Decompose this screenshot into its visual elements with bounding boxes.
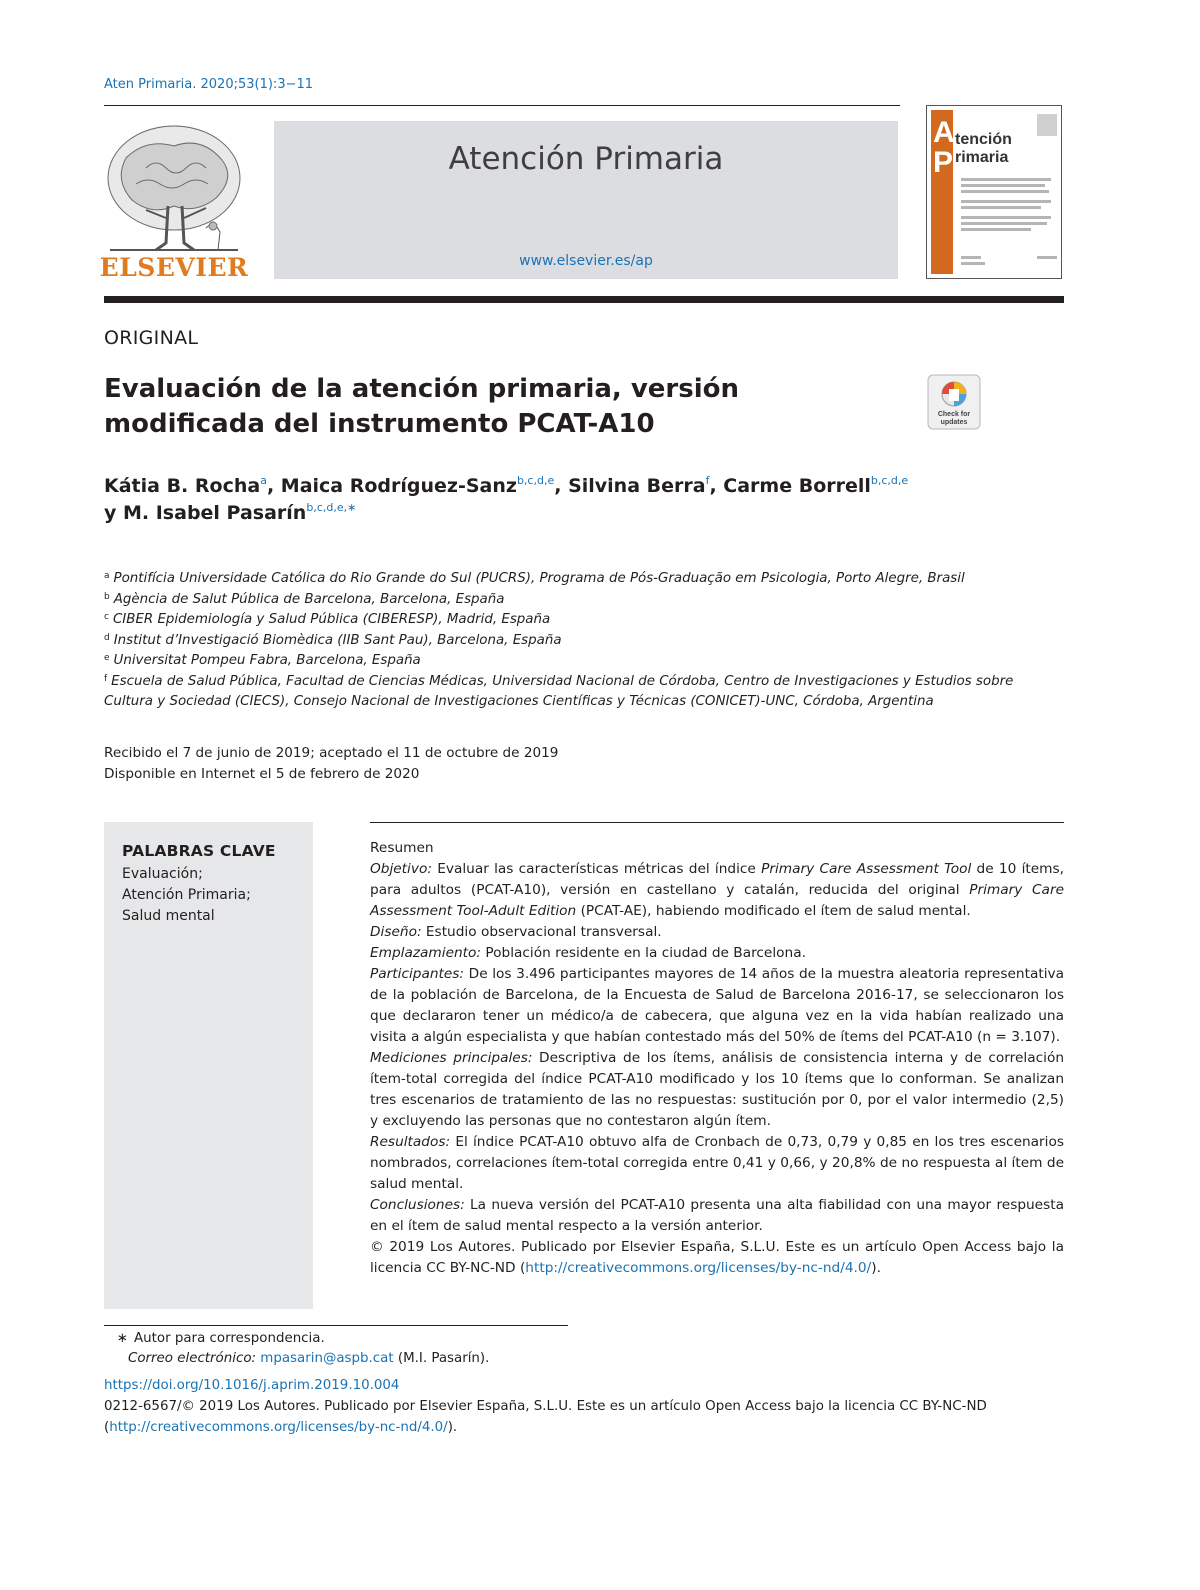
copyright-text: 0212-6567/© 2019 Los Autores. Publicado por Elsevier España, S.L.U. Este es un artículo Open Access bajo la licencia CC BY-NC-ND ( xyxy=(104,1399,987,1435)
author-separator: , xyxy=(709,475,724,497)
affiliation-key: d xyxy=(104,632,110,643)
article-type-label: ORIGINAL xyxy=(104,327,199,349)
abstract-objetivo xyxy=(370,859,1064,922)
header-rule xyxy=(104,105,900,106)
mediciones-text: Descriptiva de los ítems, análisis de consistencia interna y de correlación ítem-total corregida del índice PCAT-A10 modificado y los 10 ítems que lo conforman. Se analizan tres escenarios de tratamiento de las no respuestas: sustitución por 0, por el valor intermedio (2,5) y excluyendo las personas que no contestaron algún ítem. xyxy=(370,1050,1064,1129)
cover-title-line1: tención xyxy=(955,131,1012,148)
emplazamiento-label: Emplazamiento: xyxy=(370,945,482,961)
crossmark-label-line1: Check for xyxy=(937,411,971,418)
license-link[interactable]: http://creativecommons.org/licenses/by-nc-nd/4.0/ xyxy=(525,1260,872,1276)
conclusiones-label: Conclusiones: xyxy=(370,1197,465,1213)
author-separator: , xyxy=(554,475,569,497)
footnote-email-line xyxy=(104,1349,489,1369)
affiliation-text: Escuela de Salud Pública, Facultad de Ciencias Médicas, Universidad Nacional de Córdoba, Centro de Investigaciones y Estudios sobre Cultura y Sociedad (CIECS), Consejo Nacional de Investigaciones Científicas y Técnicas (CONICET)-UNC, Córdoba, Argentina xyxy=(104,673,1014,709)
author-affiliation-marks[interactable]: b,c,d,e xyxy=(870,474,909,487)
resultados-label: Resultados: xyxy=(370,1134,451,1150)
objetivo-italic-term: Primary Care Assessment Tool xyxy=(761,861,972,877)
keyword-item: Atención Primaria; xyxy=(122,887,251,903)
author-separator: , xyxy=(266,475,281,497)
email-suffix: (M.I. Pasarín). xyxy=(393,1351,490,1366)
author-name: Kátia B. Rocha xyxy=(104,475,261,497)
affiliation-key: f xyxy=(104,673,108,684)
affiliation-item xyxy=(104,569,1064,590)
author-affiliation-marks[interactable]: a xyxy=(260,474,267,487)
cover-image xyxy=(927,106,1061,278)
journal-cover-thumbnail xyxy=(926,105,1062,279)
keyword-item: Evaluación; xyxy=(122,866,203,882)
affiliation-item xyxy=(104,590,1064,611)
footnote-text: Autor para correspondencia. xyxy=(134,1331,325,1346)
diseno-text: Estudio observacional transversal. xyxy=(421,924,662,940)
affiliation-text: Institut d’Investigació Biomèdica (IIB Sant Pau), Barcelona, España xyxy=(113,632,562,648)
abstract-heading: Resumen xyxy=(370,840,434,856)
objetivo-label: Objetivo: xyxy=(370,861,432,877)
email-label: Correo electrónico: xyxy=(128,1351,257,1366)
participantes-label: Participantes: xyxy=(370,966,465,982)
objetivo-text: Evaluar las características métricas del índice xyxy=(431,861,762,877)
affiliation-item xyxy=(104,610,1064,631)
author-list xyxy=(104,473,1064,527)
author-affiliation-marks[interactable]: b,c,d,e xyxy=(516,474,555,487)
affiliation-item xyxy=(104,631,1064,652)
affiliation-list xyxy=(104,569,1064,713)
affiliation-text: CIBER Epidemiología y Salud Pública (CIBERESP), Madrid, España xyxy=(112,612,551,627)
abstract-diseno xyxy=(370,922,1064,943)
cover-initial-p: P xyxy=(933,146,954,179)
copyright-line xyxy=(104,1396,1064,1438)
author-name: Silvina Berra xyxy=(568,475,706,497)
objetivo-text: de 10 ítems, para adultos (PCAT-A10), versión en castellano y catalán, reducida del original xyxy=(370,861,1064,898)
mediciones-label: Mediciones principales: xyxy=(370,1050,533,1066)
copyright-license-link[interactable]: http://creativecommons.org/licenses/by-nc-nd/4.0/ xyxy=(109,1420,448,1435)
abstract-rule xyxy=(370,822,1064,823)
emplazamiento-text: Población residente en la ciudad de Barcelona. xyxy=(481,945,806,961)
cover-initial-a: A xyxy=(933,116,955,149)
footnote-marker: ∗ xyxy=(116,1331,128,1346)
doi-link[interactable]: https://doi.org/10.1016/j.aprim.2019.10.004 xyxy=(104,1378,400,1393)
author-name: y M. Isabel Pasarín xyxy=(104,502,307,524)
journal-masthead xyxy=(274,121,898,279)
author-name: Maica Rodríguez-Sanz xyxy=(280,475,517,497)
journal-citation[interactable]: Aten Primaria. 2020;53(1):3−11 xyxy=(104,77,314,92)
affiliation-key: a xyxy=(104,571,110,581)
received-date: Recibido el 7 de junio de 2019; aceptado el 11 de octubre de 2019 xyxy=(104,745,559,761)
crossmark-label-line2: updates xyxy=(940,419,968,426)
keywords-heading: PALABRAS CLAVE xyxy=(122,842,276,860)
keywords-list xyxy=(122,864,251,927)
abstract-conclusiones xyxy=(370,1195,1064,1237)
affiliation-item xyxy=(104,651,1064,672)
abstract xyxy=(370,838,1064,1279)
license-text: ). xyxy=(871,1260,881,1276)
author-affiliation-marks[interactable]: f xyxy=(705,474,710,487)
author-name: Carme Borrell xyxy=(723,475,871,497)
diseno-label: Diseño: xyxy=(370,924,422,940)
footnote-line xyxy=(104,1329,489,1349)
resultados-text: El índice PCAT-A10 obtuvo alfa de Cronbach de 0,73, 0,79 y 0,85 en los tres escenarios nombrados, correlaciones ítem-total corregida entre 0,41 y 0,66, y 20,8% de no respuesta al ítem de salud mental. xyxy=(370,1134,1064,1192)
crossmark-icon xyxy=(927,374,981,430)
masthead-rule xyxy=(104,296,1064,303)
affiliation-text: Universitat Pompeu Fabra, Barcelona, España xyxy=(113,653,421,668)
abstract-resultados xyxy=(370,1132,1064,1195)
affiliation-key: e xyxy=(104,653,110,663)
page-footer xyxy=(104,1375,1064,1438)
affiliation-text: Agència de Salut Pública de Barcelona, Barcelona, España xyxy=(113,591,505,607)
online-date: Disponible en Internet el 5 de febrero de 2020 xyxy=(104,766,420,782)
keywords-panel xyxy=(104,822,313,1309)
journal-url-link[interactable]: www.elsevier.es/ap xyxy=(519,253,653,269)
cover-title-line2: rimaria xyxy=(955,149,1009,166)
objetivo-italic-term: Primary Care Assessment Tool-Adult Edition xyxy=(370,882,1064,919)
journal-name: Atención Primaria xyxy=(448,141,724,177)
check-for-updates-badge[interactable] xyxy=(927,374,981,430)
affiliation-item xyxy=(104,672,1064,713)
participantes-text: De los 3.496 participantes mayores de 14 años de la muestra aleatoria representativa de la población de Barcelona, de la Encuesta de Salud de Barcelona 2016-17, se seleccionaron los que declararon tener un médico/a de cabecera, que alguna vez en la vida habían realizado una visita a algún especialista y que habían contestado más del 50% de ítems del PCAT-A10 (n = 3.107). xyxy=(370,966,1064,1045)
email-link[interactable]: mpasarin@aspb.cat xyxy=(260,1351,394,1366)
affiliation-text: Pontifícia Universidade Católica do Rio Grande do Sul (PUCRS), Programa de Pós-Graduação em Psicologia, Porto Alegre, Brasil xyxy=(113,571,965,586)
elsevier-wordmark: ELSEVIER xyxy=(99,253,249,282)
corresponding-author-footnote xyxy=(104,1329,489,1369)
affiliation-key: b xyxy=(104,591,110,602)
keyword-item: Salud mental xyxy=(122,908,215,924)
abstract-emplazamiento xyxy=(370,943,1064,964)
objetivo-text: (PCAT-AE), habiendo modificado el ítem de salud mental. xyxy=(576,903,971,919)
article-dates xyxy=(104,743,558,785)
abstract-participantes xyxy=(370,964,1064,1048)
license-text: © 2019 Los Autores. Publicado por Elsevier España, S.L.U. Este es un artículo Open Access bajo la licencia CC BY-NC-ND ( xyxy=(370,1239,1064,1276)
footnote-rule xyxy=(104,1325,568,1326)
abstract-mediciones xyxy=(370,1048,1064,1132)
author-affiliation-marks[interactable]: b,c,d,e,∗ xyxy=(306,501,357,514)
abstract-license xyxy=(370,1237,1064,1279)
copyright-text: ). xyxy=(447,1420,458,1435)
article-title: Evaluación de la atención primaria, versión modificada del instrumento PCAT-A10 xyxy=(104,374,739,439)
conclusiones-text: La nueva versión del PCAT-A10 presenta una alta fiabilidad con una mayor respuesta en el ítem de salud mental respecto a la versión anterior. xyxy=(370,1197,1064,1234)
affiliation-key: c xyxy=(104,612,109,622)
